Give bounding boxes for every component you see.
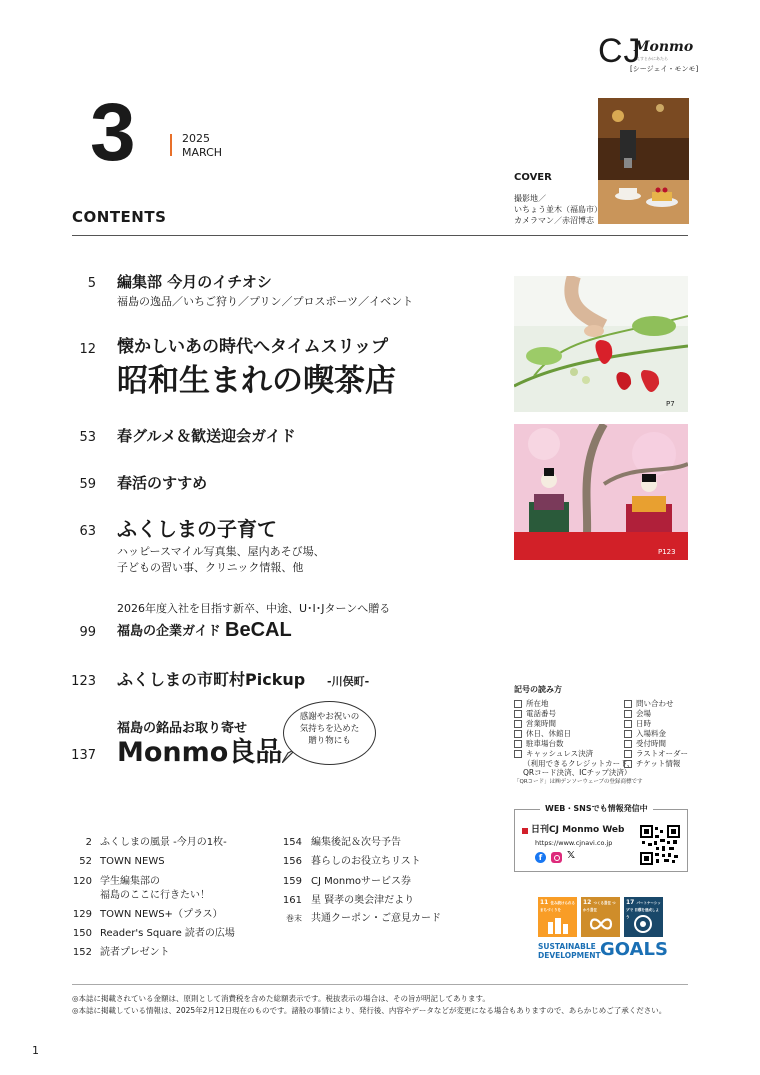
sdg-goal-12: 12 つくる責任 つかう責任 (581, 897, 620, 937)
list-page: 156 (282, 856, 302, 867)
legend-item: ラストオーダー (624, 750, 688, 758)
legend-item: （利用できるクレジットカード、 (523, 759, 635, 768)
contents-title: CONTENTS (72, 208, 167, 226)
logo-reading: [シージェイ・モンモ] (630, 65, 699, 73)
legend-title: 記号の読み方 (514, 685, 562, 694)
sdg-goal-11: 11 住み続けられる まちづくりを (538, 897, 577, 937)
entry-kicker: 福島の銘品お取り寄せ (117, 721, 248, 736)
list-title[interactable]: 星 賢孝の奥会津だより (311, 895, 415, 906)
list-page: 129 (72, 909, 92, 920)
entry-label: 福島の企業ガイド (117, 624, 221, 639)
legend-item: キャッシュレス決済 (514, 750, 593, 758)
entry-title[interactable]: 編集部 今月のイチオシ (117, 273, 272, 291)
logo-tagline: えすとかにあたら (636, 56, 668, 61)
sdg-goal-17: 17 パートナーシップで 目標を達成しよう (624, 897, 663, 937)
reception-icon (624, 740, 632, 748)
entry-page: 12 (79, 342, 96, 357)
speech-bubble (283, 701, 376, 765)
legend-item: 所在地 (514, 700, 549, 708)
parking-icon (514, 740, 522, 748)
list-page: 巻末 (286, 914, 302, 923)
qr-code-icon[interactable] (640, 825, 680, 865)
footer-note: ◎本誌に掲載している情報は、2025年2月12日現在のものです。諸般の事情により、発行後、内容やデータなどが変更になる場合もありますので、あらかじめご了承ください。 (72, 1006, 667, 1015)
clock-icon (514, 720, 522, 728)
list-page: 52 (79, 856, 92, 867)
entry-pretext: 2026年度入社を目指す新卒、中途、U･I･Jターンへ贈る (117, 602, 391, 615)
entry-title[interactable]: Monmo良品 (117, 737, 283, 768)
entry-page: 123 (71, 674, 96, 689)
entry-title[interactable]: 春活のすすめ (117, 474, 208, 492)
entry-page: 5 (87, 276, 96, 291)
entry-page: 137 (71, 748, 96, 763)
legend-item: 受付時間 (624, 740, 666, 748)
phone-icon (514, 710, 522, 718)
legend-item: 日時 (624, 720, 651, 728)
city-icon (546, 916, 570, 934)
list-title[interactable]: ふくしまの風景 -今月の1枚- (100, 837, 227, 848)
list-page: 152 (72, 947, 92, 958)
entry-page: 53 (79, 430, 96, 445)
partnership-icon (632, 913, 654, 935)
web-url[interactable]: https://www.cjnavi.co.jp (535, 839, 613, 847)
issue-month: MARCH (182, 146, 223, 159)
last-order-icon (624, 750, 632, 758)
page-number: 1 (32, 1044, 39, 1057)
logo-cj: CJ (598, 32, 642, 70)
address-icon (514, 700, 522, 708)
red-square-icon (522, 828, 528, 834)
cover-caption-line: 撮影地／ (514, 194, 546, 203)
contents-rule (72, 235, 688, 236)
bubble-line: 気持ちを込めた (299, 724, 360, 734)
cover-photo (598, 98, 689, 224)
entry-title[interactable]: 春グルメ＆歓送迎会ガイド (117, 427, 296, 445)
legend-item: 休日、休館日 (514, 730, 571, 738)
inquiry-icon (624, 700, 632, 708)
fee-icon (624, 730, 632, 738)
cover-title: COVER (514, 172, 552, 183)
legend-item: 営業時間 (514, 720, 556, 728)
list-title[interactable]: 暮らしのお役立ちリスト (311, 856, 421, 867)
cashless-icon (514, 750, 522, 758)
issue-number: 3 (90, 87, 136, 178)
issue-divider (170, 134, 172, 156)
entry-page: 59 (79, 477, 96, 492)
x-icon[interactable]: 𝕏 (567, 850, 576, 861)
infinity-icon (588, 917, 614, 931)
sdg-text: SUSTAINABLE DEVELOPMENT (538, 942, 601, 960)
entry-subtitle: ハッピースマイル写真集、屋内あそび場、 (117, 545, 325, 558)
list-title[interactable]: CJ Monmoサービス券 (311, 876, 412, 887)
entry-page: 99 (79, 625, 96, 640)
entry-kicker: 懐かしいあの時代へタイムスリップ (117, 337, 388, 357)
list-title[interactable]: Reader's Square 読者の広場 (100, 928, 235, 939)
sdg-goals-word: GOALS (600, 939, 668, 960)
entry-title[interactable]: ふくしまの子育て (117, 517, 277, 541)
footer-rule (72, 984, 688, 985)
list-title[interactable]: TOWN NEWS+（プラス） (100, 909, 223, 920)
photo-page-label: P7 (666, 400, 675, 408)
hina-doll-photo (514, 424, 688, 560)
legend-item: 会場 (624, 710, 651, 718)
list-title[interactable]: 学生編集部の (100, 876, 160, 887)
list-page: 120 (72, 876, 92, 887)
facebook-icon[interactable]: f (535, 852, 546, 863)
entry-subtitle: 子どもの習い事、クリニック情報、他 (117, 561, 304, 574)
legend-item: 電話番号 (514, 710, 556, 718)
list-page: 2 (85, 837, 92, 848)
list-page: 161 (282, 895, 302, 906)
bubble-line: 贈り物にも (308, 736, 351, 746)
entry-title[interactable]: 昭和生まれの喫茶店 (117, 363, 396, 399)
venue-icon (624, 710, 632, 718)
list-page: 150 (72, 928, 92, 939)
logo-monmo: Monmo (634, 39, 694, 55)
list-title[interactable]: 共通クーポン・ご意見カード (311, 913, 441, 924)
web-name[interactable]: 日刊CJ Monmo Web (531, 825, 625, 835)
cover-caption-line: いちょう並木（福島市） (514, 205, 602, 214)
entry-title[interactable]: BeCAL (225, 619, 292, 641)
footer-note: ◎本誌に掲載されている金額は、原則として消費税を含めた総額表示です。税抜表示の場合は、その旨が明記してあります。 (72, 994, 490, 1003)
entry-subtitle: 福島の逸品／いちご狩り／プリン／プロスポーツ／イベント (117, 295, 414, 308)
list-page: 159 (282, 876, 302, 887)
holiday-icon (514, 730, 522, 738)
list-page: 154 (282, 837, 302, 848)
web-heading: WEB・SNSでも情報発信中 (540, 803, 653, 815)
instagram-icon[interactable] (551, 852, 562, 863)
legend-item: QRコード決済、ICチップ決済） (523, 768, 632, 777)
list-title[interactable]: 福島のここに行きたい！ (100, 890, 210, 901)
list-title[interactable]: 編集後記＆次号予告 (311, 837, 401, 848)
entry-title[interactable]: ふくしまの市町村Pickup (117, 670, 306, 689)
photo-page-label: P123 (658, 548, 676, 556)
ticket-icon (624, 760, 632, 768)
legend-note: 「QRコード」は㈱デンソーウェーブの登録商標です (514, 779, 643, 785)
legend-item: 駐車場台数 (514, 740, 564, 748)
list-title[interactable]: TOWN NEWS (100, 856, 165, 867)
bubble-line: 感謝やお祝いの (299, 712, 360, 722)
entry-suffix: -川俣町- (327, 675, 370, 688)
entry-page: 63 (79, 524, 96, 539)
legend-item: チケット情報 (624, 760, 680, 768)
strawberry-photo (514, 276, 688, 412)
legend-item: 入場料金 (624, 730, 666, 738)
issue-year: 2025 (182, 132, 210, 145)
list-title[interactable]: 読者プレゼント (100, 947, 170, 958)
date-icon (624, 720, 632, 728)
cover-caption-line: カメラマン／赤沼博志 (514, 216, 594, 225)
legend-item: 問い合わせ (624, 700, 674, 708)
